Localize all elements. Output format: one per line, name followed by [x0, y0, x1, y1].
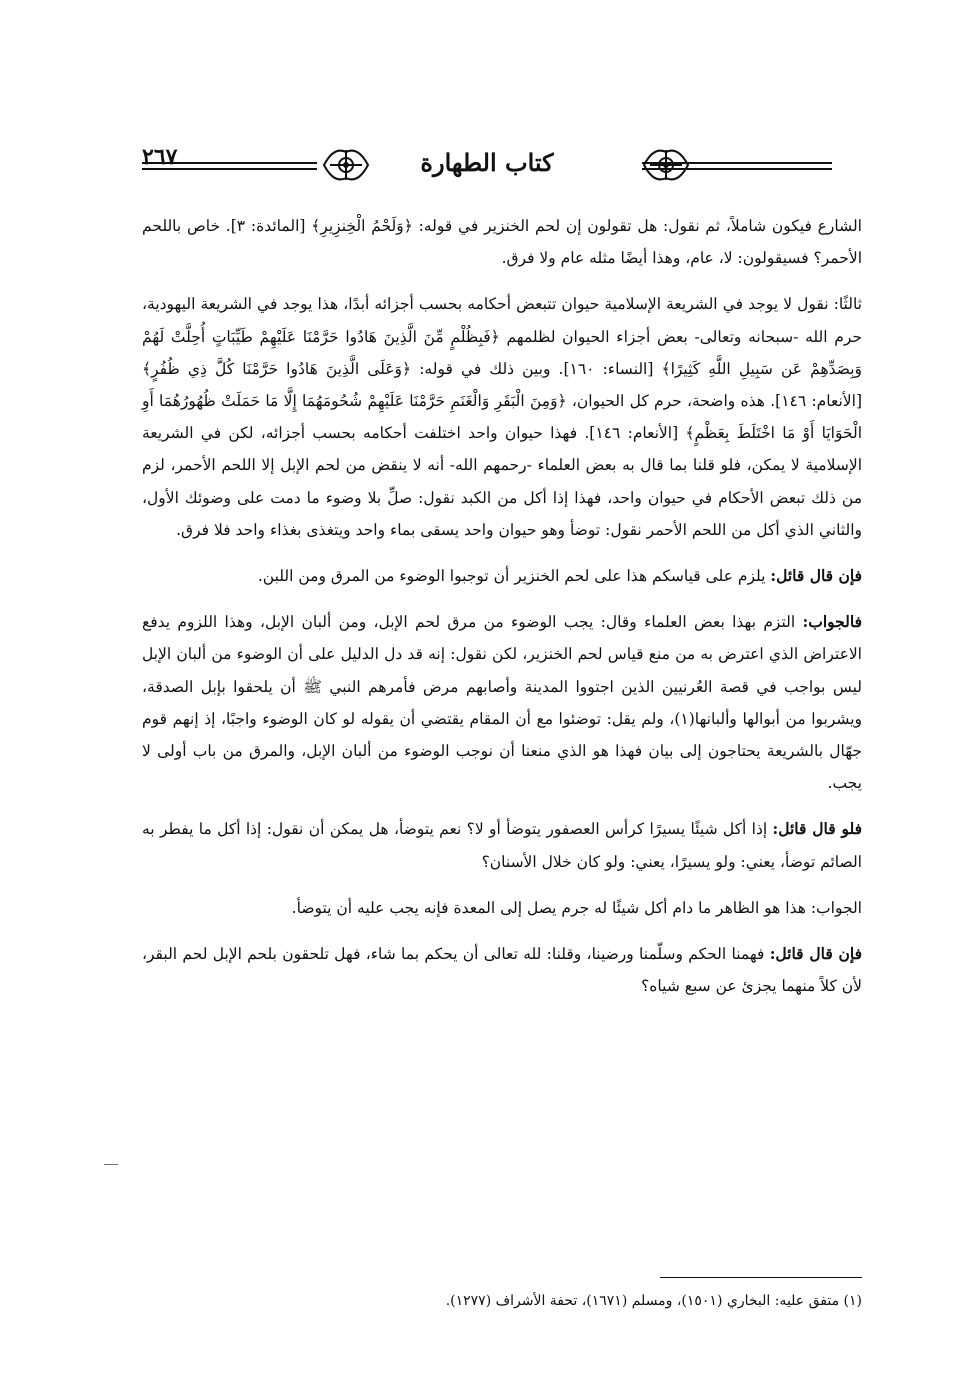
- paragraph: [142, 210, 862, 274]
- page-number: ٢٦٧: [142, 144, 178, 170]
- footnote: (١) متفق عليه: البخاري (١٥٠١)، ومسلم (١٦٧١)، تحفة الأشراف (١٢٧٧).: [445, 1293, 862, 1309]
- paragraph-text: التزم بهذا بعض العلماء وقال: يجب الوضوء من مرق لحم الإبل، ومن ألبان الإبل، وهذا اللزوم يدفع الاعتراض الذي اعترض به من منع قياس لحم الخنزير، لكن نقول: إنه قد دل الدليل على أن الوضوء من ألبان الإبل ليس بواجب في قصة العُرنيين الذين اجتووا المدينة وأصابهم مرض فأمرهم النبي ﷺ أن يلحقوا بإبل الصدقة، ويشربوا من أبوالها وألبانها(١)، ولم يقل: توضئوا مع أن المقام يقتضي أن يقوله لو كان الوضوء واجبًا، إذ إنهم قوم جهّال بالشريعة يحتاجون إلى بيان فهذا هو الذي منعنا أن نوجب الوضوء من ألبان الإبل، والمرق من باب أولى لا يجب.: [142, 613, 863, 793]
- paragraph-text: يلزم على قياسكم هذا على لحم الخنزير أن توجبوا الوضوء من المرق ومن اللبن.: [257, 567, 771, 586]
- paragraph: [142, 560, 862, 592]
- paragraph-text: ثالثًا: نقول لا يوجد في الشريعة الإسلامية حيوان تتبعض أحكامه بحسب أجزائه أبدًا، هذا يوجد في الشريعة اليهودية، حرم الله -سبحانه وتعالى- بعض أجزاء الحيوان لظلمهم ﴿فَبِظُلْمٍ مِّنَ الَّذِينَ هَادُوا حَرَّمْنَا عَلَيْهِمْ طَيِّبَاتٍ أُحِلَّتْ لَهُمْ وَبِصَدِّهِمْ عَن سَبِيلِ اللَّهِ كَثِيرًا﴾ [النساء: ١٦٠]. وبين ذلك في قوله: ﴿وَعَلَى الَّذِينَ هَادُوا حَرَّمْنَا كُلَّ ذِي ظُفُرٍ﴾ [الأنعام: ١٤٦]. هذه واضحة، حرم كل الحيوان، ﴿وَمِنَ الْبَقَرِ وَالْغَنَمِ حَرَّمْنَا عَلَيْهِمْ شُحُومَهُمَا إِلَّا مَا حَمَلَتْ ظُهُورُهُمَا أَوِ الْحَوَايَا أَوْ مَا اخْتَلَطَ بِعَظْمٍ﴾ [الأنعام: ١٤٦]. فهذا حيوان واحد اختلفت أحكامه بحسب أجزائه، لكن في الشريعة الإسلامية لا يمكن، فلو قلنا بما قال به بعض العلماء -رحمهم الله- أنه لا ينقض من لحم الإبل إلا اللحم الأحمر، لزم من ذلك تبعض الأحكام في حيوان واحد، فهذا إذا أكل من الكبد نقول: صلِّ بلا وضوء ما دمت على وضوئك الأول، والثاني الذي أكل من اللحم الأحمر نقول: توضأ وهو حيوان واحد يسقى بماء واحد ويتغذى بغذاء واحد فلا فرق.: [142, 295, 862, 539]
- paragraph-text: الشارع فيكون شاملاً، ثم نقول: هل تقولون إن لحم الخنزير في قوله: ﴿وَلَحْمُ الْخِنزِيرِ﴾ [المائدة: ٣]. خاص باللحم الأحمر؟ فسيقولون: لا، عام، وهذا أيضًا مثله عام ولا فرق.: [142, 217, 862, 268]
- paragraph: [142, 288, 862, 546]
- paragraph-text: إذا أكل شيئًا يسيرًا كرأس العصفور يتوضأ أو لا؟ نعم يتوضأ، هل يمكن أن نقول: إذا أكل ما يفطر به الصائم توضأ، يعني: ولو يسيرًا، يعني: ولو كان خلال الأسنان؟: [142, 820, 862, 871]
- page-header: [142, 138, 832, 198]
- book-title: كتاب الطهارة: [420, 148, 554, 177]
- paragraph-text: الجواب: هذا هو الظاهر ما دام أكل شيئًا له جرم يصل إلى المعدة فإنه يجب عليه أن يتوضأ.: [291, 898, 862, 917]
- paragraph-lead: فلو قال قائل:: [772, 819, 862, 839]
- body-text: [142, 210, 862, 1016]
- ornament-icon: [640, 142, 692, 188]
- paragraph-lead: فإن قال قائل:: [769, 944, 862, 964]
- paragraph: [142, 892, 862, 924]
- paragraph-text: فهمنا الحكم وسلّمنا ورضينا، وقلنا: لله تعالى أن يحكم بما شاء، فهل تلحقون بلحم الإبل لحم البقر، لأن كلاً منهما يجزئ عن سبع شياه؟: [142, 945, 862, 996]
- paragraph: [142, 938, 862, 1002]
- ornament-icon: [320, 142, 372, 188]
- footnote-divider: [660, 1277, 862, 1278]
- paragraph: [142, 813, 862, 877]
- paragraph-lead: فإن قال قائل:: [770, 566, 862, 586]
- paragraph-lead: فالجواب:: [802, 612, 862, 632]
- paragraph: [142, 606, 862, 799]
- margin-mark: [104, 1164, 118, 1165]
